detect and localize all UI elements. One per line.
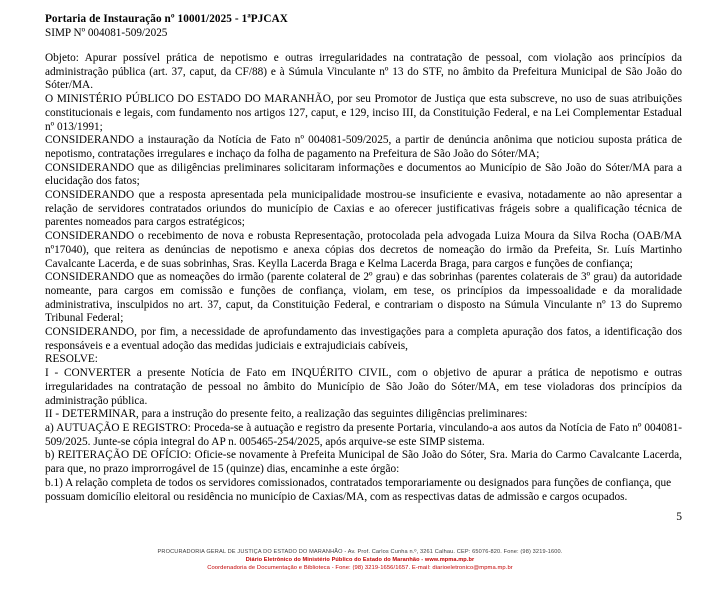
paragraph-item-ii: II - DETERMINAR, para a instrução do presente feito, a realização das seguintes diligências preliminares: [45, 408, 528, 421]
paragraph-considerando-3: CONSIDERANDO que a resposta apresentada pela municipalidade mostrou-se insuficiente e evasiva, notadamente ao não apresentar a relação de servidores contratados oriundos do município de Caxias e ao oferecer justificativas frágeis sobre a qualificação técnica de parentes nomeados para cargos estratégicos; [45, 189, 682, 229]
document-subtitle: SIMP Nº 004081-509/2025 [45, 27, 168, 39]
paragraph-considerando-4: CONSIDERANDO o recebimento de nova e robusta Representação, protocolada pela advogada Luiza Moura da Silva Rocha (OAB/MA nº17040), que reitera as denúncias de nepotismo e anexa cópias dos decretos de nomeação do irmão da Prefeita, Sr. Luís Martinho Cavalcante Lacerda, e de suas sobrinhas, Sras. Keylla Lacerda Braga e Kelma Lacerda Braga, para cargos e funções de confiança; [45, 230, 682, 270]
paragraph-resolve: RESOLVE: [45, 353, 98, 366]
page-footer [0, 543, 720, 573]
paragraph-item-i: I - CONVERTER a presente Notícia de Fato em INQUÉRITO CIVIL, com o objetivo de apurar a prática de nepotismo e outras irregularidades na contratação de pessoal no âmbito do Município de São João do Sóter/MA, em tese violadoras dos princípios da administração pública. [45, 367, 682, 407]
paragraph-considerando-5: CONSIDERANDO que as nomeações do irmão (parente colateral de 2º grau) e das sobrinhas (parentes colaterais de 3º grau) da autoridade nomeante, para cargos em comissão e funções de confiança, violam, em tese, os princípios da impessoalidade e da moralidade administrativa, insculpidos no art. 37, caput, da Constituição Federal, e contrariam o disposto na Súmula Vinculante nº 13 do Supremo Tribunal Federal; [45, 271, 682, 325]
page-title: Portaria de Instauração nº 10001/2025 - 1ªPJCAX [45, 13, 288, 25]
paragraph-item-b1: b.1) A relação completa de todos os servidores comissionados, contratados temporariamente ou designados para funções de confiança, que possuam domicílio eleitoral ou residência no município de Caxias/MA, com as respectivas datas de admissão e cargos ocupados. [45, 476, 672, 503]
paragraph-considerando-2: CONSIDERANDO que as diligências preliminares solicitaram informações e documentos ao Município de São João do Sóter/MA para a elucidação dos fatos; [45, 161, 682, 188]
paragraph-considerando-1: CONSIDERANDO a instauração da Notícia de Fato nº 004081-509/2025, a partir de denúncia anônima que noticiou suposta prática de nepotismo, contratações irregulares e inchaço da folha de pagamento na Prefeitura de São João do Sóter/MA; [45, 134, 682, 160]
document-body [45, 52, 682, 504]
page-number: 5 [676, 511, 682, 523]
paragraph-item-a: a) AUTUAÇÃO E REGISTRO: Proceda-se à autuação e registro da presente Portaria, vinculando-a aos autos da Notícia de Fato nº 004081-509/2025. Junte-se cópia integral do AP n. 005465-254/2025, após arquive-se este SIMP sistema. [45, 421, 682, 448]
paragraph-ministerio-publico: O MINISTÉRIO PÚBLICO DO ESTADO DO MARANHÃO, por seu Promotor de Justiça que esta subscreve, no uso de suas atribuições constitucionais e legais, com fundamento nos artigos 127, caput, e 129, inciso III, da Constituição Federal, e na Lei Complementar Estadual nº 013/1991; [45, 93, 682, 133]
footer-address-line: PROCURADORIA GERAL DE JUSTIÇA DO ESTADO DO MARANHÃO - Av. Prof. Carlos Cunha n.º, 3261 Calhau. CEP: 65076-820. Fone: (98) 3219-1600. [157, 549, 563, 555]
paragraph-considerando-6: CONSIDERANDO, por fim, a necessidade de aprofundamento das investigações para a completa apuração dos fatos, a identificação dos responsáveis e a eventual adoção das medidas judiciais e extrajudiciais cabíveis, [45, 326, 682, 352]
footer-diario-line: Diário Eletrônico do Ministério Público do Estado do Maranhão - www.mpma.mp.br [245, 557, 475, 563]
paragraph-objeto: Objeto: Apurar possível prática de nepotismo e outras irregularidades na contratação de pessoal, com violação aos princípios da administração pública (art. 37, caput, da CF/88) e à Súmula Vinculante nº 13 do STF, no âmbito da Prefeitura Municipal de São João do Sóter/MA. [45, 52, 682, 92]
footer-coordenadoria-line: Coordenadoria de Documentação e Biblioteca - Fone: (98) 3219-1656/1657. E-mail: diarioeletronico@mpma.mp.br [207, 565, 513, 571]
paragraph-item-b: b) REITERAÇÃO DE OFÍCIO: Oficie-se novamente à Prefeita Municipal de São João do Sóter, Sra. Maria do Carmo Cavalcante Lacerda, para que, no prazo improrrogável de 15 (quinze) dias, encaminhe a este órgão: [45, 449, 682, 476]
